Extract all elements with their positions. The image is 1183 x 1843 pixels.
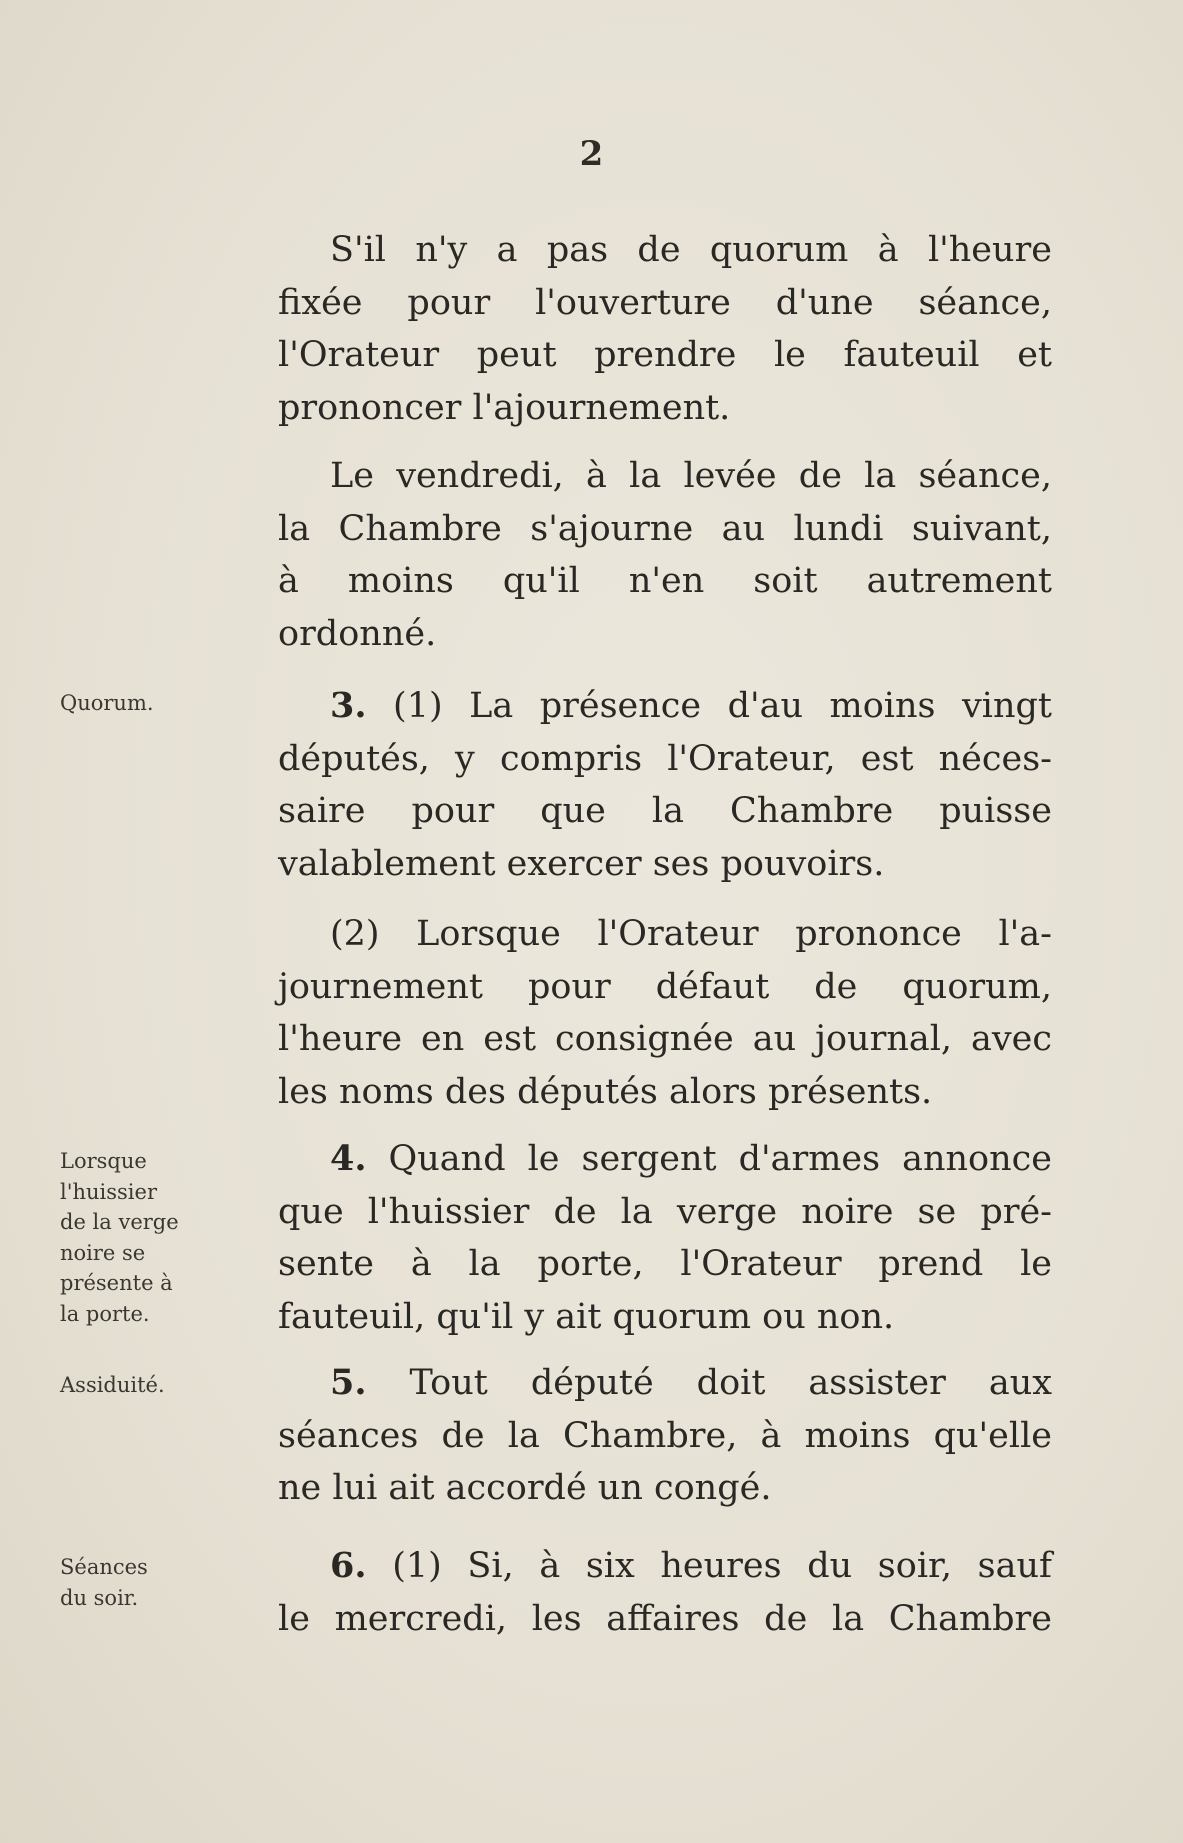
text-line: que l'huissier de la verge noire se pré- xyxy=(278,1191,1052,1232)
text-line: le mercredi, les affaires de la Chambre xyxy=(278,1598,1052,1639)
margin-note-line: du soir. xyxy=(60,1585,139,1610)
margin-note-quorum xyxy=(60,688,210,719)
text-line: journement pour défaut de quorum, xyxy=(278,966,1052,1007)
text-line-content: Tout député doit assister aux xyxy=(409,1363,1052,1403)
article-number: 5. xyxy=(330,1362,367,1403)
text-line: saire pour que la Chambre puisse xyxy=(278,791,1052,831)
text-line: S'il n'y a pas de quorum à l'heure xyxy=(330,230,1052,270)
paragraph-article-4 xyxy=(278,1133,1052,1343)
margin-note-line: la porte. xyxy=(60,1301,150,1326)
margin-note-line: de la verge xyxy=(60,1210,179,1234)
margin-note-seances xyxy=(60,1552,210,1613)
text-line: la Chambre s'ajourne au lundi suivant, xyxy=(278,508,1052,549)
paragraph-article-3 xyxy=(278,680,1052,890)
text-line: Le vendredi, à la levée de la séance, xyxy=(330,456,1052,496)
text-line: ne lui ait accordé un congé. xyxy=(278,1468,772,1508)
paragraph-article-3-2 xyxy=(278,908,1052,1118)
text-line: à moins qu'il n'en soit autrement xyxy=(278,561,1052,601)
text-line xyxy=(278,1357,1052,1410)
text-line: députés, y compris l'Orateur, est néces- xyxy=(278,738,1052,779)
paragraph-vendredi xyxy=(278,450,1052,660)
paragraph-quorum-absent xyxy=(278,224,1052,434)
article-number: 3. xyxy=(330,685,367,726)
text-line: (2) Lorsque l'Orateur prononce l'a- xyxy=(330,914,1052,954)
paragraph-article-5 xyxy=(278,1357,1052,1515)
text-line: fixée pour l'ouverture d'une séance, xyxy=(278,282,1052,323)
margin-note-line: Lorsque xyxy=(60,1149,147,1173)
text-line: les noms des députés alors présents. xyxy=(278,1071,933,1112)
margin-note-line: Séances xyxy=(60,1555,148,1579)
text-line xyxy=(278,1133,1052,1186)
text-line: fauteuil, qu'il y ait quorum ou non. xyxy=(278,1296,895,1337)
text-line xyxy=(278,680,1052,733)
margin-note-quorum-text: Quorum. xyxy=(60,691,154,715)
text-line: sente à la porte, l'Orateur prend le xyxy=(278,1244,1052,1284)
text-line-content: (1) Si, à six heures du soir, sauf xyxy=(392,1546,1052,1586)
text-line: séances de la Chambre, à moins qu'elle xyxy=(278,1415,1052,1456)
text-line: ordonné. xyxy=(278,613,437,654)
article-number: 4. xyxy=(330,1138,367,1179)
margin-note-line: noire se xyxy=(60,1240,146,1265)
text-line-content: Quand le sergent d'armes annonce xyxy=(388,1139,1052,1179)
text-line: l'heure en est consignée au journal, avec xyxy=(278,1019,1052,1059)
margin-note-line: présente à xyxy=(60,1271,173,1295)
text-line xyxy=(278,1540,1052,1593)
paragraph-article-6 xyxy=(278,1540,1052,1645)
margin-note-line: l'huissier xyxy=(60,1179,157,1204)
text-line-content: (1) La présence d'au moins vingt xyxy=(393,686,1052,726)
text-line: prononcer l'ajournement. xyxy=(278,387,731,428)
text-line: l'Orateur peut prendre le fauteuil et xyxy=(278,335,1052,375)
margin-note-assiduite xyxy=(60,1370,210,1401)
margin-note-huissier xyxy=(60,1146,210,1329)
margin-note-assiduite-text: Assiduité. xyxy=(60,1373,165,1397)
article-number: 6. xyxy=(330,1545,367,1586)
page-number: 2 xyxy=(579,134,604,174)
text-line: valablement exercer ses pouvoirs. xyxy=(278,843,885,884)
